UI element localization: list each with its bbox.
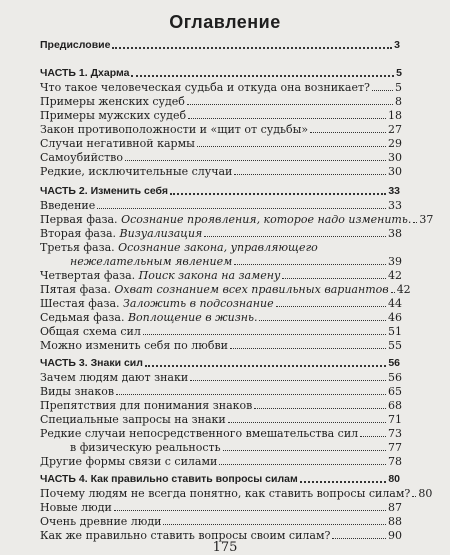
leader-dots bbox=[131, 75, 394, 77]
entry-page: 56 bbox=[388, 371, 402, 384]
page-title: Оглавление bbox=[169, 12, 281, 32]
entry-page: 88 bbox=[388, 515, 402, 528]
leader-dots bbox=[143, 334, 386, 335]
leader-dots bbox=[223, 450, 386, 451]
entry-label: ЧАСТЬ 1. Дхарма bbox=[40, 67, 130, 79]
entry-label: Зачем людям дают знаки bbox=[40, 371, 189, 384]
toc-part-heading[interactable] bbox=[40, 66, 402, 80]
toc-entry[interactable] bbox=[40, 370, 402, 384]
leader-dots bbox=[310, 132, 386, 133]
toc-entry[interactable] bbox=[40, 94, 402, 108]
entry-continuation: в физическую реальность bbox=[70, 441, 221, 454]
entry-page: 33 bbox=[388, 199, 402, 212]
leader-dots bbox=[234, 174, 386, 175]
leader-dots bbox=[228, 422, 386, 423]
entry-label: Почему людям не всегда понятно, как ставить вопросы силам? bbox=[40, 487, 411, 500]
toc-entry[interactable] bbox=[40, 412, 402, 426]
entry-label: Предисловие bbox=[40, 39, 111, 51]
phase-title: Воплощение в жизнь. bbox=[127, 311, 258, 324]
entry-label: Новые люди bbox=[40, 501, 112, 514]
toc-entry[interactable] bbox=[40, 108, 402, 122]
entry-page: 42 bbox=[388, 269, 402, 282]
entry-page: 42 bbox=[396, 283, 411, 296]
entry-page: 8 bbox=[395, 95, 402, 108]
entry-label: ЧАСТЬ 4. Как правильно ставить вопросы силам bbox=[40, 473, 298, 485]
toc-entry[interactable] bbox=[40, 454, 402, 468]
entry-label: Закон противоположности и «щит от судьбы» bbox=[40, 123, 309, 136]
entry-label bbox=[40, 241, 318, 254]
phase-label: Первая фаза. bbox=[40, 213, 122, 226]
entry-label: Можно изменить себя по любви bbox=[40, 339, 228, 352]
leader-dots bbox=[412, 496, 416, 497]
toc-entry-preface[interactable] bbox=[40, 38, 400, 52]
entry-page: 78 bbox=[388, 455, 402, 468]
entry-label: ЧАСТЬ 3. Знаки сил bbox=[40, 357, 143, 369]
entry-label: Примеры женских судеб bbox=[40, 95, 185, 108]
entry-label: Введение bbox=[40, 199, 96, 212]
entry-continuation: нежелательным явлением bbox=[70, 255, 233, 268]
leader-dots bbox=[188, 118, 386, 119]
entry-label: Редкие, исключительные случаи bbox=[40, 165, 233, 178]
toc-entry[interactable] bbox=[40, 136, 402, 150]
leader-dots bbox=[276, 306, 386, 307]
leader-dots bbox=[187, 104, 393, 105]
leader-dots bbox=[116, 394, 386, 395]
leader-dots bbox=[300, 481, 387, 483]
entry-page: 73 bbox=[388, 427, 402, 440]
entry-label: Что такое человеческая судьба и откуда она возникает? bbox=[40, 81, 370, 94]
phase-title: Охват сознанием всех правильных вариантов bbox=[114, 283, 389, 296]
entry-page: 37 bbox=[419, 213, 434, 226]
entry-page: 5 bbox=[396, 67, 402, 79]
phase-title: Осознание закона, управляющего bbox=[118, 241, 318, 254]
phase-title: Поиск закона на замену bbox=[138, 269, 281, 282]
leader-dots bbox=[163, 524, 386, 525]
entry-label: Примеры мужских судеб bbox=[40, 109, 187, 122]
toc-entry[interactable] bbox=[40, 122, 402, 136]
leader-dots bbox=[204, 236, 386, 237]
entry-label: Редкие случаи непосредственного вмешательства сил bbox=[40, 427, 359, 440]
toc-entry[interactable] bbox=[40, 268, 402, 282]
entry-label: Случаи негативной кармы bbox=[40, 137, 195, 150]
entry-page: 56 bbox=[388, 357, 400, 369]
entry-page: 3 bbox=[394, 39, 400, 51]
leader-dots bbox=[413, 222, 417, 223]
entry-page: 5 bbox=[395, 81, 402, 94]
toc-entry[interactable] bbox=[40, 296, 402, 310]
entry-page: 65 bbox=[388, 385, 402, 398]
toc-entry-line1[interactable] bbox=[40, 426, 402, 440]
toc-entry-line2[interactable] bbox=[40, 440, 402, 454]
entry-page: 90 bbox=[388, 529, 402, 542]
phase-label: Седьмая фаза. bbox=[40, 311, 128, 324]
entry-label bbox=[40, 297, 274, 310]
entry-page: 71 bbox=[388, 413, 402, 426]
toc-entry[interactable] bbox=[40, 310, 402, 324]
phase-label: Вторая фаза. bbox=[40, 227, 120, 240]
entry-label: Общая схема сил bbox=[40, 325, 141, 338]
entry-page: 30 bbox=[388, 165, 402, 178]
leader-dots bbox=[259, 320, 386, 321]
entry-label bbox=[40, 269, 280, 282]
toc-entry[interactable] bbox=[40, 164, 402, 178]
entry-label bbox=[40, 213, 411, 226]
entry-label: Очень древние люди bbox=[40, 515, 162, 528]
phase-label: Шестая фаза. bbox=[40, 297, 124, 310]
leader-dots bbox=[282, 278, 386, 279]
toc-entry-line1[interactable] bbox=[40, 240, 340, 254]
toc-entry[interactable] bbox=[40, 486, 433, 500]
phase-title: Осознание проявления, которое надо изменить. bbox=[121, 213, 412, 226]
toc-entry[interactable] bbox=[40, 226, 402, 240]
entry-page: 46 bbox=[388, 311, 402, 324]
toc-entry-line2[interactable] bbox=[40, 254, 402, 268]
leader-dots bbox=[234, 264, 386, 265]
entry-page: 68 bbox=[388, 399, 402, 412]
entry-label: Виды знаков bbox=[40, 385, 115, 398]
entry-label bbox=[40, 283, 389, 296]
toc-part-heading[interactable] bbox=[40, 356, 400, 370]
leader-dots bbox=[97, 208, 386, 209]
toc-part-heading[interactable] bbox=[40, 184, 400, 198]
entry-page: 55 bbox=[388, 339, 402, 352]
entry-label: Самоубийство bbox=[40, 151, 123, 164]
entry-page: 77 bbox=[388, 441, 402, 454]
toc-entry[interactable] bbox=[40, 150, 402, 164]
phase-label: Третья фаза. bbox=[40, 241, 119, 254]
toc-entry[interactable] bbox=[40, 198, 402, 212]
entry-label: Как же правильно ставить вопросы своим силам? bbox=[40, 529, 331, 542]
entry-page: 29 bbox=[388, 137, 402, 150]
entry-page: 39 bbox=[388, 255, 402, 268]
leader-dots bbox=[391, 292, 395, 293]
entry-label: Специальные запросы на знаки bbox=[40, 413, 226, 426]
entry-label bbox=[40, 227, 202, 240]
entry-page: 33 bbox=[388, 185, 400, 197]
leader-dots bbox=[125, 160, 386, 161]
toc-part-heading[interactable] bbox=[40, 472, 400, 486]
entry-page: 38 bbox=[388, 227, 402, 240]
entry-page: 44 bbox=[388, 297, 402, 310]
toc-entry[interactable] bbox=[40, 514, 402, 528]
leader-dots bbox=[170, 193, 386, 195]
leader-dots bbox=[372, 90, 393, 91]
leader-dots bbox=[230, 348, 386, 349]
phase-title: Визуализация bbox=[119, 227, 203, 240]
leader-dots bbox=[197, 146, 386, 147]
leader-dots bbox=[190, 380, 386, 381]
toc-entry[interactable] bbox=[40, 324, 402, 338]
entry-page: 18 bbox=[388, 109, 402, 122]
phase-label: Четвертая фаза. bbox=[40, 269, 139, 282]
leader-dots bbox=[219, 464, 386, 465]
entry-page: 87 bbox=[388, 501, 402, 514]
toc-entry[interactable] bbox=[40, 384, 402, 398]
leader-dots bbox=[332, 538, 386, 539]
phase-title: Заложить в подсознание bbox=[123, 297, 274, 310]
toc-entry[interactable] bbox=[40, 398, 402, 412]
leader-dots bbox=[112, 47, 392, 49]
entry-page: 27 bbox=[388, 123, 402, 136]
toc-entry[interactable] bbox=[40, 338, 402, 352]
entry-page: 30 bbox=[388, 151, 402, 164]
toc-entry[interactable] bbox=[40, 80, 402, 94]
entry-page: 80 bbox=[388, 473, 400, 485]
leader-dots bbox=[114, 510, 386, 511]
leader-dots bbox=[254, 408, 386, 409]
entry-label: Другие формы связи с силами bbox=[40, 455, 218, 468]
toc-entry[interactable] bbox=[40, 212, 434, 226]
leader-dots bbox=[360, 436, 386, 437]
toc-entry[interactable] bbox=[40, 500, 402, 514]
entry-page: 80 bbox=[418, 487, 433, 500]
phase-label: Пятая фаза. bbox=[40, 283, 115, 296]
entry-page: 51 bbox=[388, 325, 402, 338]
entry-label: Препятствия для понимания знаков bbox=[40, 399, 253, 412]
entry-label bbox=[40, 311, 257, 324]
page-number: 175 bbox=[212, 540, 238, 555]
leader-dots bbox=[145, 365, 386, 367]
toc-entry[interactable] bbox=[40, 282, 411, 296]
entry-label: ЧАСТЬ 2. Изменить себя bbox=[40, 185, 169, 197]
